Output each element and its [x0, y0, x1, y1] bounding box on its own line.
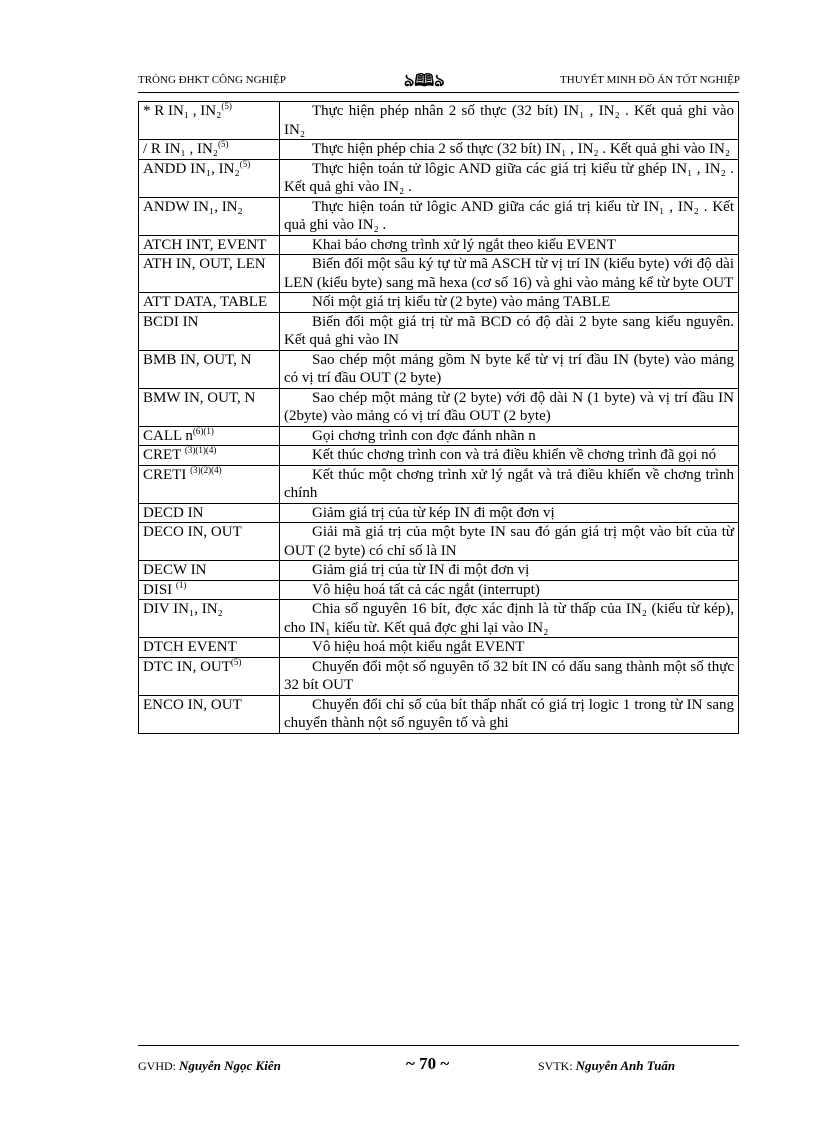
instruction-cell — [139, 426, 280, 446]
instruction-name: / R IN₁ , IN₂ — [143, 141, 219, 157]
supervisor-name: Nguyễn Ngọc Kiên — [179, 1058, 281, 1073]
instruction-note: (6)(1) — [192, 425, 214, 436]
instruction-name: CALL n — [143, 427, 193, 444]
header-ornament-icon: ঌ🕮ঌ — [404, 71, 445, 90]
table-row — [139, 580, 739, 600]
instruction-name: BCDI IN — [143, 313, 199, 330]
instruction-cell — [139, 600, 280, 638]
description-cell: Gọi chơng trình con đợc đánh nhãn n — [280, 426, 739, 446]
description-cell: Biến đổi một sâu ký tự từ mã ASCH từ vị trí IN (kiểu byte) với độ dài LEN (kiểu byte) sang mã hexa (cơ số 16) và ghi vào mảng kể từ byte OUT — [280, 255, 739, 293]
instruction-cell — [139, 503, 280, 523]
table-row — [139, 426, 739, 446]
instruction-name: BMW IN, OUT, N — [143, 389, 256, 406]
description-cell: Thực hiện toán tử lôgic AND giữa các giá trị kiểu từ IN₁ , IN₂ . Kết quả ghi vào IN₂ . — [280, 197, 739, 235]
table-row — [139, 159, 739, 197]
table-row — [139, 657, 739, 695]
instruction-name: DISI — [143, 581, 176, 598]
instruction-note: (3)(2)(4) — [190, 464, 222, 475]
instruction-name: BMB IN, OUT, N — [143, 351, 252, 368]
table-row — [139, 255, 739, 293]
instruction-cell — [139, 159, 280, 197]
table-row — [139, 350, 739, 388]
instruction-name: ATCH INT, EVENT — [143, 236, 267, 253]
instruction-name: ATH IN, OUT, LEN — [143, 256, 266, 272]
table-row — [139, 446, 739, 466]
instruction-name: ATT DATA, TABLE — [143, 294, 268, 310]
description-cell: Nối một giá trị kiểu từ (2 byte) vào mảng TABLE — [280, 293, 739, 313]
student-name: Nguyễn Anh Tuấn — [575, 1058, 676, 1073]
description-cell: Giải mã giá trị của một byte IN sau đó gán giá trị một vào bít của từ OUT (2 byte) có chỉ số là IN — [280, 523, 739, 561]
instruction-name: DTCH EVENT — [143, 639, 237, 655]
description-cell: Sao chép một mảng gồm N byte kể từ vị trí đầu IN (byte) vào mảng có vị trí đầu OUT (2 byte) — [280, 350, 739, 388]
table-row — [139, 312, 739, 350]
instruction-cell — [139, 293, 280, 313]
header-rule — [138, 92, 739, 93]
table-row — [139, 197, 739, 235]
instruction-note: (5) — [239, 158, 251, 169]
instruction-cell — [139, 255, 280, 293]
table-row — [139, 235, 739, 255]
instruction-cell — [139, 465, 280, 503]
instruction-cell — [139, 523, 280, 561]
description-cell: Kết thúc chơng trình con và trả điều khiển về chơng trình đã gọi nó — [280, 446, 739, 466]
supervisor-label: GVHD: — [138, 1059, 176, 1073]
table-row — [139, 600, 739, 638]
description-cell: Biến đổi một giá trị từ mã BCD có độ dài 2 byte sang kiểu nguyên. Kết quả ghi vào IN — [280, 312, 739, 350]
instruction-cell — [139, 638, 280, 658]
instruction-name: ANDW IN₁, IN₂ — [143, 198, 243, 215]
page-number-value: 70 — [419, 1054, 437, 1073]
header-title: THUYẾT MINH ĐỒ ÁN TỐT NGHIỆP — [560, 74, 740, 86]
instruction-note: (5) — [218, 139, 229, 149]
instruction-cell — [139, 695, 280, 733]
instruction-note: (5) — [230, 656, 242, 667]
instruction-name: ENCO IN, OUT — [143, 696, 242, 713]
instruction-name: DECW IN — [143, 562, 207, 578]
footer-rule — [138, 1045, 739, 1046]
table-row — [139, 561, 739, 581]
description-cell: Giảm giá trị của từ IN đi một đơn vị — [280, 561, 739, 581]
instruction-name: ANDD IN₁, IN₂ — [143, 160, 240, 177]
instruction-cell — [139, 561, 280, 581]
instruction-cell — [139, 312, 280, 350]
table-row — [139, 503, 739, 523]
description-cell: Sao chép một mảng từ (2 byte) với độ dài N (1 byte) và vị trí đầu IN (2byte) vào mảng có vị trí đầu OUT (2 byte) — [280, 388, 739, 426]
table-row — [139, 140, 739, 160]
description-cell: Chia số nguyên 16 bít, đợc xác định là từ thấp của IN₂ (kiểu từ kép), cho IN₁ kiểu từ. Kết quả đợc ghi lại vào IN₂ — [280, 600, 739, 638]
instruction-name: CRET — [143, 447, 185, 463]
instruction-name: * R IN₁ , IN₂ — [143, 103, 222, 119]
table-row — [139, 102, 739, 140]
instruction-note: (5) — [221, 101, 232, 111]
student-label: SVTK: — [538, 1059, 573, 1073]
instruction-cell — [139, 140, 280, 160]
instruction-cell — [139, 446, 280, 466]
instruction-name: DIV IN₁, IN₂ — [143, 601, 223, 617]
table-row — [139, 465, 739, 503]
description-cell: Khai báo chơng trình xử lý ngắt theo kiểu EVENT — [280, 235, 739, 255]
page-header — [138, 68, 742, 90]
table-row — [139, 523, 739, 561]
header-school: TRÒNG ĐHKT CÔNG NGHIỆP — [138, 74, 286, 86]
footer-student — [538, 1058, 675, 1074]
instruction-cell — [139, 388, 280, 426]
instruction-cell — [139, 350, 280, 388]
instruction-table — [138, 101, 739, 734]
instruction-cell — [139, 580, 280, 600]
description-cell: Vô hiệu hoá tất cả các ngắt (interrupt) — [280, 580, 739, 600]
page-number: ~ 70 ~ — [406, 1054, 450, 1073]
instruction-name: CRETI — [143, 466, 191, 483]
instruction-name: DECD IN — [143, 504, 204, 521]
table-row — [139, 388, 739, 426]
instruction-cell — [139, 197, 280, 235]
description-cell: Thực hiện phép nhân 2 số thực (32 bít) IN₁ , IN₂ . Kết quả ghi vào IN₂ — [280, 102, 739, 140]
description-cell: Giảm giá trị của từ kép IN đi một đơn vị — [280, 503, 739, 523]
instruction-note: (1) — [175, 579, 187, 590]
table-row — [139, 695, 739, 733]
instruction-cell — [139, 102, 280, 140]
instruction-cell — [139, 657, 280, 695]
description-cell: Thực hiện phép chia 2 số thực (32 bít) IN₁ , IN₂ . Kết quả ghi vào IN₂ — [280, 140, 739, 160]
instruction-name: DECO IN, OUT — [143, 524, 242, 540]
instruction-name: DTC IN, OUT — [143, 658, 231, 675]
description-cell: Kết thúc một chơng trình xử lý ngắt và trả điều khiển về chơng trình chính — [280, 465, 739, 503]
table-row — [139, 293, 739, 313]
description-cell: Vô hiệu hoá một kiểu ngắt EVENT — [280, 638, 739, 658]
instruction-note: (3)(1)(4) — [184, 445, 217, 455]
footer-supervisor — [138, 1058, 281, 1074]
table-row — [139, 638, 739, 658]
description-cell: Chuyển đổi một số nguyên tố 32 bít IN có dấu sang thành một số thực 32 bít OUT — [280, 657, 739, 695]
page-footer — [138, 1052, 742, 1076]
instruction-cell — [139, 235, 280, 255]
description-cell: Thực hiện toán tử lôgic AND giữa các giá trị kiểu từ ghép IN₁ , IN₂ . Kết quả ghi vào IN₂ . — [280, 159, 739, 197]
description-cell: Chuyển đổi chỉ số của bít thấp nhất có giá trị logic 1 trong từ IN sang chuyển thành nột số nguyên tố và ghi — [280, 695, 739, 733]
